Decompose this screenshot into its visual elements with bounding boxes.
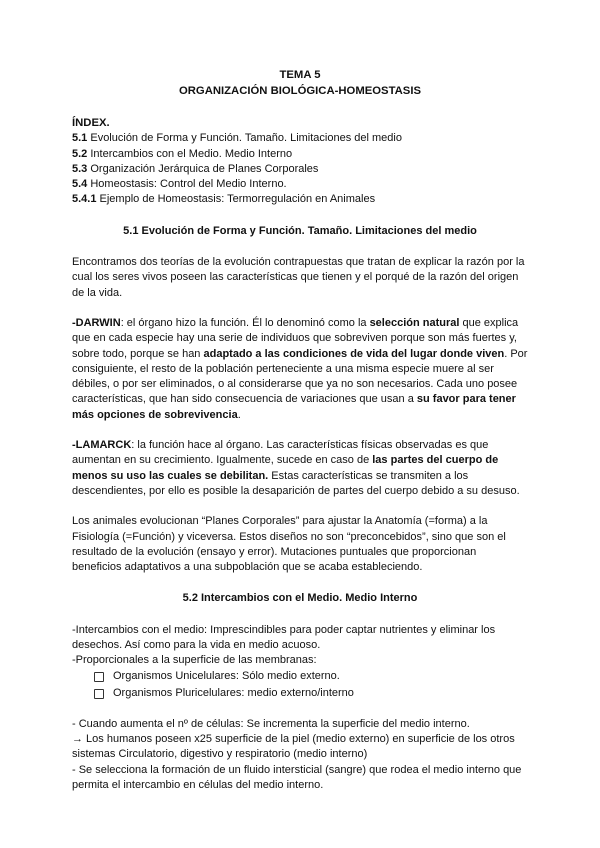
- index-heading: ÍNDEX.: [72, 117, 110, 129]
- fluid-line: - Se selecciona la formación de un fluido intersticial (sangre) que rodea el medio interno que permita el intercambio en células del medio interno.: [72, 763, 522, 791]
- humans-line: → Los humanos poseen x25 superficie de la piel (medio externo) en superficie de los otros sistemas Circulatorio, digestivo y respiratorio (medio interno): [72, 732, 515, 761]
- section-heading-5-1: 5.1 Evolución de Forma y Función. Tamaño. Limitaciones del medio: [123, 224, 477, 237]
- darwin-text: .: [237, 408, 241, 421]
- exchange-line: -Intercambios con el medio: Imprescindibles para poder captar nutrientes y eliminar los desechos. Así como para la vida en medio acuoso.: [72, 623, 496, 652]
- lamarck-label: -LAMARCK: [72, 439, 132, 452]
- lamarck-paragraph: [72, 438, 528, 499]
- checklist-item-label: Organismos Pluricelulares: medio externo/interno: [113, 687, 354, 700]
- index-item: [72, 177, 528, 192]
- checklist-item-label: Organismos Unicelulares: Sólo medio externo.: [113, 670, 340, 683]
- darwin-text: que explica que en cada especie hay una serie de individuos que sobreviven porque son más fuertes y, sobre todo, porque se han: [72, 316, 519, 360]
- darwin-label: -DARWIN: [72, 316, 121, 329]
- membrane-line: -Proporcionales a la superficie de las membranas:: [72, 654, 317, 667]
- darwin-bold-text: su favor para tener más opciones de sobrevivencia: [72, 393, 516, 421]
- intro-paragraph: Encontramos dos teorías de la evolución contrapuestas que tratan de explicar la razón por la cual los seres vivos poseen las características que tienen y el porqué de la razón del origen de la vida.: [72, 256, 525, 299]
- checkbox-icon[interactable]: [94, 689, 104, 699]
- planes-paragraph: Los animales evolucionan “Planes Corporales” para ajustar la Anatomía (=forma) a la Fisiología (=Función) y viceversa. Estos diseños no son “preconcebidos”, sino que son el resultado de la evolución (ensayo y error). Mutaciones puntuales que proporcionan beneficios adaptativos a una subpoblación que se acaba estableciendo.: [72, 515, 506, 574]
- index-item: [72, 162, 528, 177]
- index-item-text: Intercambios con el Medio. Medio Interno: [87, 147, 293, 160]
- darwin-bold-text: selección natural: [369, 316, 460, 329]
- index-section: [72, 116, 528, 208]
- index-item-number: 5.3: [72, 162, 88, 175]
- index-item-number: 5.4.1: [72, 193, 97, 206]
- spacer: [72, 703, 528, 717]
- document-subtitle: ORGANIZACIÓN BIOLÓGICA-HOMEOSTASIS: [178, 84, 422, 97]
- checklist-item: [94, 669, 528, 686]
- lamarck-bold-text: las partes del cuerpo de menos su uso las cuales se debilitan.: [72, 454, 499, 482]
- darwin-paragraph: [72, 316, 528, 423]
- index-item: [72, 147, 528, 162]
- lamarck-text: Estas características se transmiten a los descendientes, por ello es posible la desaparición de partes del cuerpo debido a su desuso.: [72, 469, 520, 497]
- checklist-item: [94, 686, 528, 703]
- organism-checklist: [72, 669, 528, 703]
- darwin-text: . Por consiguiente, el resto de la población perteneciente a una misma especie muere al ser débiles, o por ser eliminados, o al considerarse que ya no son necesarios. Cada uno posee características, que han sido consecuencia de variaciones que usan a: [72, 347, 528, 406]
- lamarck-text: : la función hace al órgano. Las características físicas observadas es que aumentan en su crecimiento. Igualmente, sucede en caso de: [72, 439, 489, 467]
- index-item-number: 5.2: [72, 147, 88, 160]
- section-heading-5-2: 5.2 Intercambios con el Medio. Medio Interno: [182, 592, 418, 605]
- index-item-text: Homeostasis: Control del Medio Interno.: [87, 178, 287, 191]
- darwin-bold-text: adaptado a las condiciones de vida del lugar donde viven: [203, 347, 505, 360]
- index-item-text: Organización Jerárquica de Planes Corporales: [87, 162, 319, 175]
- index-item: [72, 192, 528, 207]
- index-item: [72, 131, 528, 146]
- document-title: TEMA 5: [279, 69, 321, 81]
- checkbox-icon[interactable]: [94, 672, 104, 682]
- index-item-number: 5.1: [72, 132, 88, 145]
- index-item-number: 5.4: [72, 178, 88, 191]
- cells-line: - Cuando aumenta el nº de células: Se incrementa la superficie del medio interno.: [72, 717, 470, 730]
- index-item-text: Evolución de Forma y Función. Tamaño. Limitaciones del medio: [87, 132, 402, 145]
- darwin-text: : el órgano hizo la función. Él lo denominó como la: [120, 316, 370, 329]
- title-block: [72, 68, 528, 99]
- index-item-text: Ejemplo de Homeostasis: Termorregulación en Animales: [96, 193, 376, 206]
